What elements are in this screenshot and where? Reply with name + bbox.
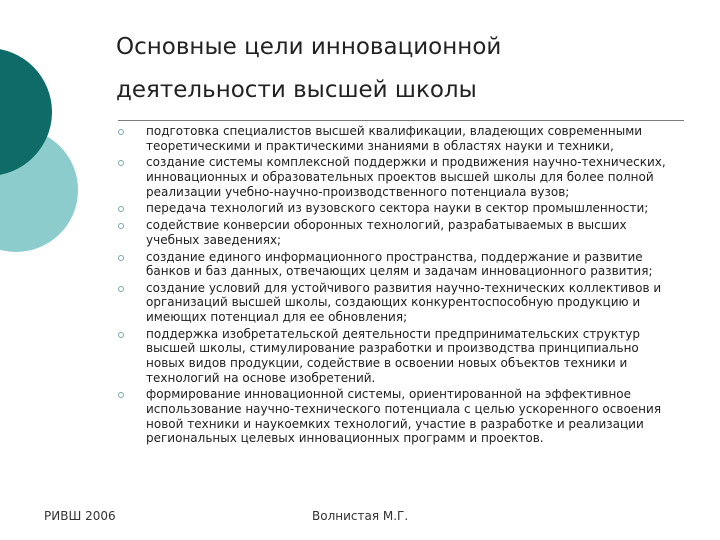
list-item	[118, 155, 678, 199]
circle-bullet-icon	[118, 255, 124, 261]
list-item	[118, 327, 678, 385]
list-item-text: содействие конверсии оборонных технологий, разрабатываемых в высших учебных заведениях;	[146, 218, 627, 247]
list-item-text: создание системы комплексной поддержки и продвижения научно-технических, инновационных и образовательных проектов высшей школы для более полной реализации учебно-научно-производственного потенциала вузов;	[146, 155, 666, 199]
list-item-text: подготовка специалистов высшей квалификации, владеющих современными теоретическими и практическими знаниями в областях науки и техники,	[146, 124, 643, 153]
circle-bullet-icon	[118, 223, 124, 229]
slide-title	[116, 26, 696, 112]
circle-bullet-icon	[118, 392, 124, 398]
goals-list	[118, 124, 678, 448]
list-item-text: создание условий для устойчивого развития научно-технических коллективов и организаций высшей школы, создающих конкурентоспособную продукцию и имеющих потенциал для ее обновления;	[146, 280, 662, 325]
title-divider	[118, 120, 684, 121]
list-item	[118, 124, 678, 153]
circle-bullet-icon	[118, 129, 124, 135]
title-line-1: Основные цели инновационной	[116, 34, 502, 60]
list-item-text: передача технологий из вузовского сектора науки в сектор промышленности;	[146, 201, 649, 216]
circle-bullet-icon	[118, 286, 124, 292]
list-item-text: создание единого информационного пространства, поддержание и развитие банков и баз данных, отвечающих целям и задачам инновационного развития;	[146, 249, 653, 279]
list-item-text: поддержка изобретательской деятельности предпринимательских структур высшей школы, стимулирование разработки и производства принципиально новых видов продукции, содействие в освоении новых объектов техники и технологий на основе изобретений.	[146, 326, 640, 385]
decorative-teal-circles	[0, 0, 110, 300]
title-line-2: деятельности высшей школы	[116, 77, 477, 103]
list-item	[118, 387, 678, 445]
list-item	[118, 201, 678, 216]
circle-bullet-icon	[118, 206, 124, 212]
footer-author: Волнистая М.Г.	[312, 509, 409, 523]
list-item	[118, 218, 678, 247]
circle-bullet-icon	[118, 160, 124, 166]
list-item	[118, 281, 678, 325]
list-item-text: формирование инновационной системы, ориентированной на эффективное использование научно-технического потенциала с целью ускоренного освоения новой техники и наукоемких технологий, участие в разработке и реализации региональных целевых инновационных программ и проектов.	[146, 387, 662, 446]
footer-organization: РИВШ 2006	[44, 509, 116, 523]
list-item	[118, 250, 678, 279]
circle-bullet-icon	[118, 332, 124, 338]
